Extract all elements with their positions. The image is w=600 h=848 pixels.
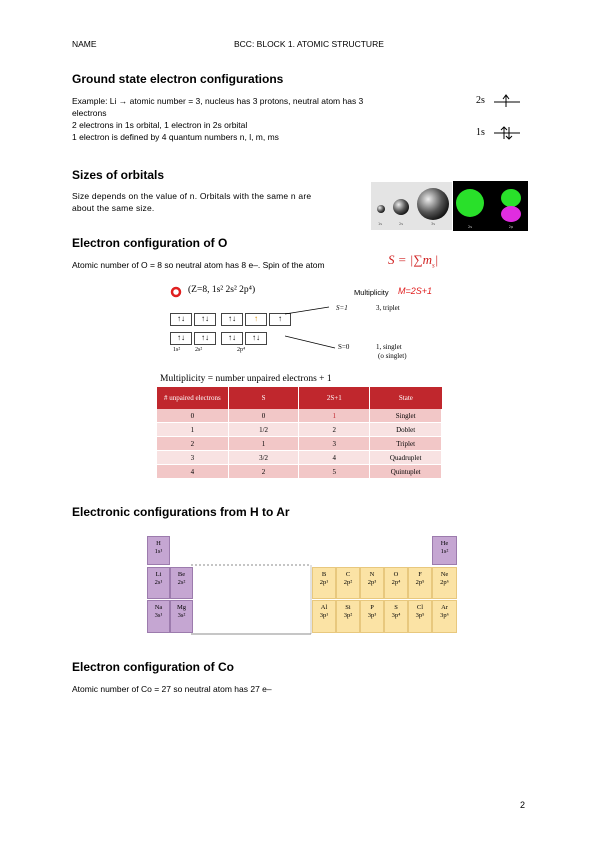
sphere-3s: [417, 188, 449, 220]
box-r1-2p-a: ↑↓: [221, 313, 243, 326]
table-cell: 3/2: [228, 451, 298, 465]
multiplicity-label: Multiplicity: [354, 288, 389, 297]
box-r1-2p-b: ↑: [245, 313, 267, 326]
periodic-table: [145, 530, 465, 635]
element-config: 3s¹: [154, 612, 163, 619]
ground-state-line-2: electrons: [72, 108, 107, 118]
header-title: BCC: BLOCK 1. ATOMIC STRUCTURE: [234, 39, 384, 49]
element-config: 3p³: [367, 612, 377, 619]
element-ne: [432, 567, 457, 599]
box-r2-1s: ↑↓: [170, 332, 192, 345]
element-symbol: Na: [154, 604, 163, 611]
element-config: 2p³: [367, 579, 377, 586]
spin-formula-sub: s: [432, 261, 435, 270]
table-cell: 5: [299, 465, 370, 479]
element-config: 2p¹: [319, 579, 329, 586]
lobe-2s: [456, 189, 484, 217]
orbital-spheres-image: [371, 182, 452, 230]
element-ar: [432, 600, 457, 633]
element-config: 1s²: [440, 548, 449, 555]
element-n: [360, 567, 384, 599]
orbital-boxes-row-2: [170, 327, 269, 345]
s0-label: S=0: [338, 343, 350, 351]
element-he: [432, 536, 457, 565]
element-symbol: N: [369, 571, 375, 578]
table-header-2s1: 2S+1: [299, 387, 370, 409]
table-cell: Doblet: [370, 423, 442, 437]
element-s: [384, 600, 408, 633]
orbital-1s-label: 1s: [476, 127, 485, 138]
s1-result: 3, triplet: [376, 304, 400, 312]
element-config: 2s¹: [154, 579, 163, 586]
element-symbol: O: [393, 571, 399, 578]
element-symbol: Ar: [441, 604, 448, 611]
oxygen-config-label: (Z=8, 1s² 2s² 2p⁴): [188, 285, 256, 295]
element-symbol: B: [321, 571, 327, 578]
element-config: 2p²: [343, 579, 353, 586]
element-mg: [170, 600, 193, 633]
element-h: [147, 536, 170, 565]
element-o: [384, 567, 408, 599]
table-cell: 4: [157, 465, 228, 479]
table-cell: 3: [157, 451, 228, 465]
element-cl: [408, 600, 432, 633]
table-row: [157, 409, 442, 423]
box-r2-2p-b: ↑↓: [245, 332, 267, 345]
multiplicity-caption: Multiplicity = number unpaired electrons + 1: [160, 374, 332, 384]
element-config: 3p²: [343, 612, 353, 619]
table-cell: 2: [157, 437, 228, 451]
element-config: 3p⁵: [415, 612, 425, 619]
table-cell: 1: [299, 409, 370, 423]
box-r2-2p-a: ↑↓: [221, 332, 243, 345]
element-symbol: P: [370, 604, 374, 611]
element-c: [336, 567, 360, 599]
box-r1-1s: ↑↓: [170, 313, 192, 326]
element-config: 2s²: [177, 579, 186, 586]
orbital-2s-label: 2s: [476, 95, 485, 106]
table-cell: 4: [299, 451, 370, 465]
lobe-label-2p: 2p: [508, 225, 514, 229]
table-cell: Quintuplet: [370, 465, 442, 479]
orbital-label-2s: 2s²: [195, 347, 203, 353]
section-title-orbital-sizes: Sizes of orbitals: [72, 168, 165, 182]
table-cell: Singlet: [370, 409, 442, 423]
sphere-label-3s: 3s: [430, 222, 436, 226]
element-symbol: C: [345, 571, 351, 578]
orbital-sizes-text: [72, 190, 362, 214]
table-row: [157, 451, 442, 465]
orbital-1s-diagram: [492, 126, 522, 140]
table-cell: 2: [299, 423, 370, 437]
box-r2-2s: ↑↓: [194, 332, 216, 345]
element-config: 3s²: [177, 612, 186, 619]
box-r1-2p-c: ↑: [269, 313, 291, 326]
orbital-boxes-row-1: [170, 308, 293, 326]
multiplicity-table: [157, 387, 442, 479]
element-symbol: Mg: [176, 604, 187, 611]
table-cell: 1/2: [228, 423, 298, 437]
table-cell: 1: [228, 437, 298, 451]
table-row: [157, 465, 442, 479]
section-title-cobalt: Electron configuration of Co: [72, 660, 234, 674]
element-symbol: Be: [177, 571, 186, 578]
element-al: [312, 600, 336, 633]
orbital-2s-diagram: [492, 94, 522, 108]
orbital-label-2p: 2p⁴: [237, 347, 246, 353]
lobe-label-2s: 2s: [467, 225, 473, 229]
table-cell: 0: [157, 409, 228, 423]
element-symbol: S: [394, 604, 398, 611]
element-si: [336, 600, 360, 633]
sphere-label-1s: 1s: [377, 222, 383, 226]
multiplicity-formula: M=2S+1: [398, 286, 433, 296]
ground-state-line-4: 1 electron is defined by 4 quantum numbers n, l, m, ms: [72, 132, 279, 142]
element-be: [170, 567, 193, 599]
table-header-s: S: [228, 387, 298, 409]
table-cell: 1: [157, 423, 228, 437]
table-cell: 3: [299, 437, 370, 451]
element-symbol: F: [418, 571, 422, 578]
element-symbol: Cl: [416, 604, 424, 611]
spin-formula-end: |: [434, 252, 439, 267]
oxygen-diagram: [170, 284, 450, 364]
table-cell: 2: [228, 465, 298, 479]
table-cell: 0: [228, 409, 298, 423]
element-symbol: Si: [345, 604, 351, 611]
box-r1-2s: ↑↓: [194, 313, 216, 326]
element-f: [408, 567, 432, 599]
element-symbol: He: [440, 540, 449, 547]
orbital-label-1s: 1s²: [173, 347, 181, 353]
header-name: NAME: [72, 39, 97, 49]
s0-result: 1, singlet: [376, 343, 402, 351]
element-config: 3p⁴: [391, 612, 401, 619]
element-symbol: H: [156, 540, 161, 547]
table-row: [157, 423, 442, 437]
element-config: 3p⁶: [440, 612, 449, 619]
s1-label: S=1: [336, 304, 348, 312]
table-header-state: State: [370, 387, 442, 409]
lobe-2p-lower: [501, 206, 521, 222]
section-title-h-to-ar: Electronic configurations from H to Ar: [72, 505, 290, 519]
section-title-oxygen: Electron configuration of O: [72, 236, 228, 250]
section-title-ground-state: Ground state electron configurations: [72, 72, 284, 86]
page-number: 2: [520, 800, 526, 810]
oxygen-circle-icon: [170, 286, 182, 298]
spin-formula: [388, 252, 438, 270]
spin-formula-main: S = |∑m: [388, 252, 433, 267]
cobalt-text: Atomic number of Co = 27 so neutral atom has 27 e–: [72, 684, 272, 694]
element-p: [360, 600, 384, 633]
lobe-2p-upper: [501, 189, 521, 207]
element-config: 3p¹: [319, 612, 329, 619]
element-b: [312, 567, 336, 599]
element-symbol: Li: [155, 571, 162, 578]
element-config: 1s¹: [154, 548, 163, 555]
s0-result-2: (o singlet): [378, 352, 407, 360]
ground-state-line-3: 2 electrons in 1s orbital, 1 electron in 2s orbital: [72, 120, 248, 130]
sphere-2s: [393, 199, 409, 215]
element-li: [147, 567, 170, 599]
table-header-unpaired: # unpaired electrons: [157, 387, 228, 409]
element-config: 2p⁵: [415, 579, 425, 586]
element-na: [147, 600, 170, 633]
oxygen-text: Atomic number of O = 8 so neutral atom has 8 e–. Spin of the atom: [72, 260, 325, 270]
element-symbol: Al: [320, 604, 328, 611]
table-row: [157, 437, 442, 451]
ground-state-text: [72, 95, 458, 143]
orbital-lobes-image: [453, 181, 528, 231]
sphere-1s: [377, 205, 385, 213]
table-cell: Triplet: [370, 437, 442, 451]
orbital-sizes-line-1: Size depends on the value of n. Orbitals with the same n are: [72, 191, 312, 201]
orbital-sizes-line-2: about the same size.: [72, 203, 155, 213]
table-cell: Quadruplet: [370, 451, 442, 465]
sphere-label-2s: 2s: [398, 222, 404, 226]
element-symbol: Ne: [440, 571, 449, 578]
element-config: 2p⁴: [391, 579, 401, 586]
ground-state-line-1: Example: Li → atomic number = 3, nucleus has 3 protons, neutral atom has 3: [72, 96, 364, 106]
element-config: 2p⁶: [440, 579, 449, 586]
